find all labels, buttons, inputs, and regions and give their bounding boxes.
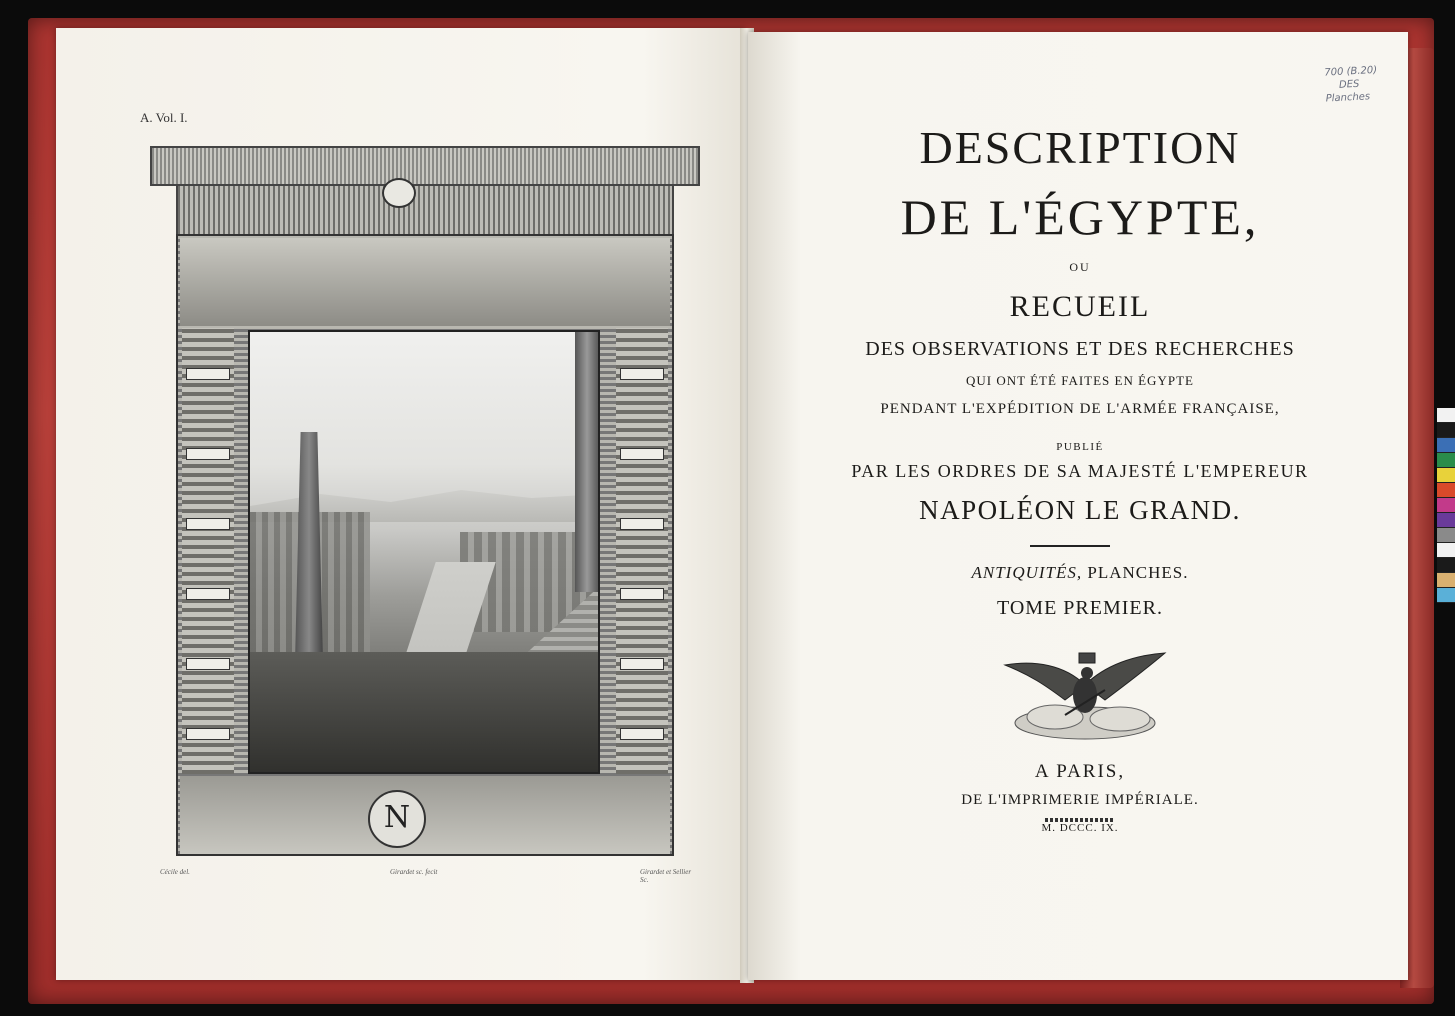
credit-engraver: Girardet et Sellier Sc.: [640, 868, 692, 884]
shelfmark-line: 700 (B.20): [1324, 64, 1378, 79]
par-ordre-text: PAR LES ORDRES DE SA MAJESTÉ L'EMPEREUR: [851, 461, 1309, 481]
city-imprint: A PARIS,: [1034, 761, 1126, 782]
recueil-heading: RECUEIL: [1009, 290, 1151, 323]
cartouche: [186, 448, 230, 460]
frontispiece-engraving: [150, 146, 700, 861]
right-pillar: [616, 328, 668, 774]
color-patch: [1437, 453, 1455, 468]
cartouche: [186, 588, 230, 600]
title-line-2: DE L'ÉGYPTE,: [900, 189, 1260, 245]
title-line-1: DESCRIPTION: [919, 122, 1241, 173]
cartouche: [620, 728, 664, 740]
tome-label: TOME PREMIER.: [997, 597, 1163, 619]
subtitle-2: QUI ONT ÉTÉ FAITES EN ÉGYPTE: [966, 373, 1194, 388]
cartouche: [620, 448, 664, 460]
color-patch: [1437, 543, 1455, 558]
cartouche: [620, 658, 664, 670]
left-pillar: [182, 328, 234, 774]
color-patch: [1437, 468, 1455, 483]
subtitle-1: DES OBSERVATIONS ET DES RECHERCHES: [865, 338, 1295, 360]
obelisk: [295, 432, 323, 662]
cartouche: [620, 588, 664, 600]
shelfmark-line: DES: [1338, 78, 1360, 91]
cartouche: [186, 728, 230, 740]
cartouche: [620, 368, 664, 380]
cartouche: [620, 518, 664, 530]
cartouche: [186, 658, 230, 670]
winged-disc-frieze: [176, 186, 674, 234]
credit-figures: Girardet sc. fecit: [390, 868, 438, 876]
napoleon-heading: NAPOLÉON LE GRAND.: [919, 495, 1241, 525]
shelfmark-line: Planches: [1325, 91, 1371, 105]
cartouche: [186, 368, 230, 380]
color-patch: [1437, 588, 1455, 603]
foreground-fragments: [250, 652, 600, 774]
winged-sun-disc: [382, 178, 416, 208]
color-patch: [1437, 438, 1455, 453]
publication-year: M. DCCC. IX.: [1041, 822, 1119, 834]
color-patch: [1437, 528, 1455, 543]
napoleon-n-medallion: [368, 790, 426, 848]
color-patch: [1437, 573, 1455, 588]
color-patch: [1437, 483, 1455, 498]
imperial-eagle-icon: [995, 645, 1175, 745]
color-patch: [1437, 513, 1455, 528]
ou-text: OU: [1069, 260, 1091, 274]
color-patch: [1437, 558, 1455, 573]
engraving-credits: [160, 868, 700, 882]
color-patch: [1437, 408, 1455, 423]
section-italic: ANTIQUITÉS,: [971, 563, 1083, 582]
divider-rule: [1030, 545, 1110, 547]
color-calibration-strip: [1437, 408, 1455, 604]
credit-draftsman: Cécile del.: [160, 868, 190, 876]
publie-text: PUBLIÉ: [1056, 441, 1104, 453]
section-label: [775, 563, 1385, 583]
column: [575, 332, 599, 592]
press-imprint: DE L'IMPRIMERIE IMPÉRIALE.: [961, 792, 1199, 808]
cartouche: [186, 518, 230, 530]
chariot-relief: [180, 238, 670, 326]
handwritten-shelfmark: [1324, 63, 1386, 105]
section-rest: PLANCHES.: [1082, 563, 1189, 582]
plate-mark: A. Vol. I.: [140, 110, 188, 125]
egyptian-landscape-scene: [248, 330, 600, 774]
color-patch: [1437, 423, 1455, 438]
color-patch: [1437, 498, 1455, 513]
engraving-cornice: [150, 146, 700, 186]
subtitle-3: PENDANT L'EXPÉDITION DE L'ARMÉE FRANÇAISE,: [880, 401, 1280, 417]
